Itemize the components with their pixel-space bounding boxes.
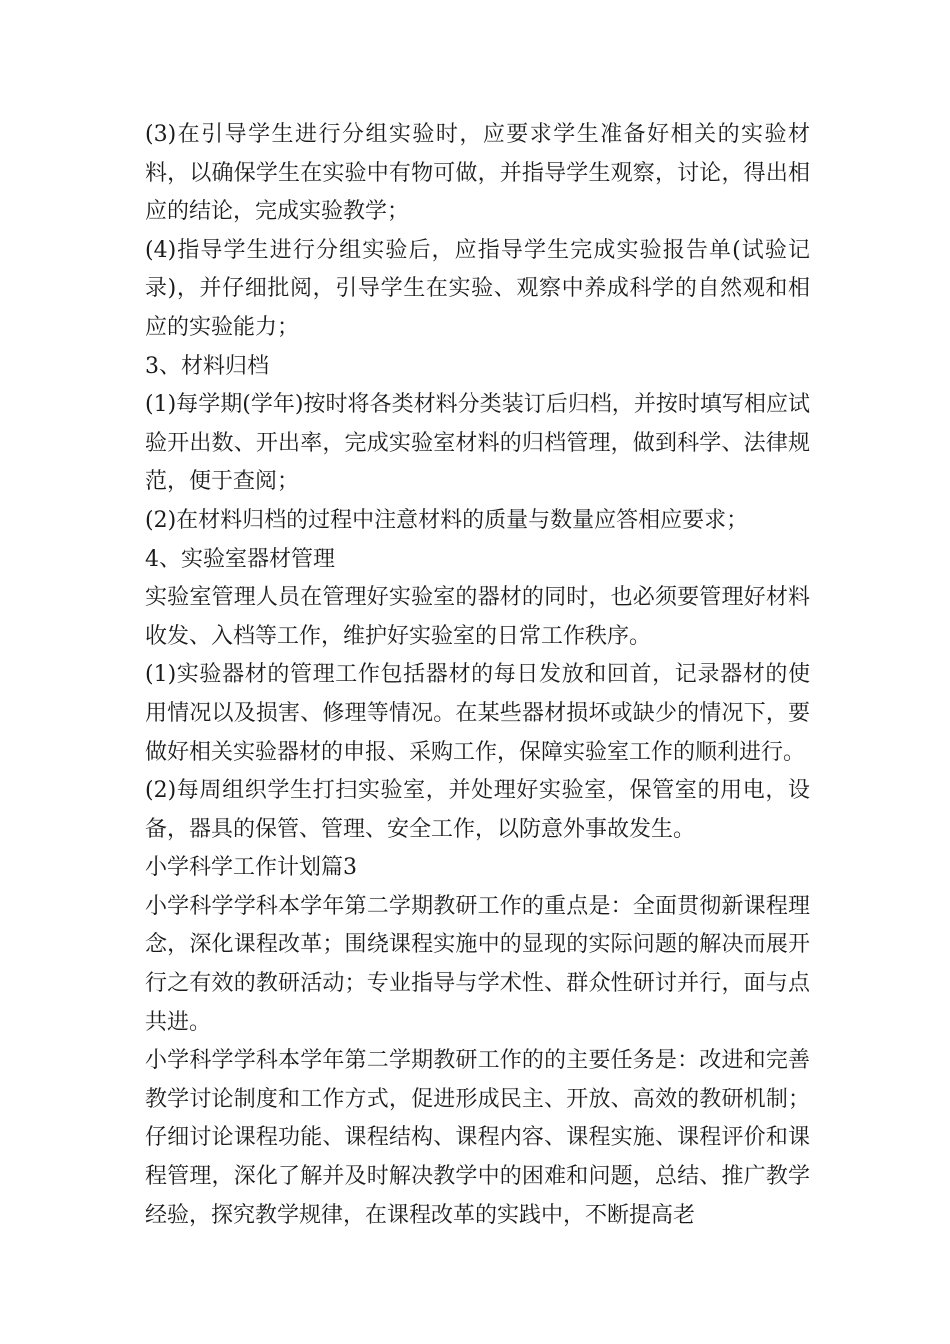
paragraph-teaching-research-tasks: 小学科学学科本学年第二学期教研工作的的主要任务是：改进和完善教学讨论制度和工作方式，促进形成民主、开放、高效的教研机制；仔细讨论课程功能、课程结构、课程内容、课程实施、课程评价和课程管理，深化了解并及时解决教学中的困难和问题，总结、推广教学经验，探究教学规律，在课程改革的实践中，不断提高老 [145, 1048, 810, 1228]
document-body [145, 116, 810, 1235]
paragraph-archiving-2: (2)在材料归档的过程中注意材料的质量与数量应答相应要求； [145, 507, 749, 533]
paragraph-equipment-1: (1)实验器材的管理工作包括器材的每日发放和回首，记录器材的使用情况以及损害、修理等情况。在某些器材损坏或缺少的情况下，要做好相关实验器材的申报、采购工作，保障实验室工作的顺利进行。 [145, 662, 810, 765]
paragraph-equipment-2: (2)每周组织学生打扫实验室，并处理好实验室，保管室的用电，设备，器具的保管、管理、安全工作，以防意外事故发生。 [145, 778, 810, 842]
section-heading-material-archiving: 3、材料归档 [145, 353, 269, 379]
paragraph-lab-manager-duties: 实验室管理人员在管理好实验室的器材的同时，也必须要管理好材料收发、入档等工作，维护好实验室的日常工作秩序。 [145, 585, 810, 649]
paragraph-step-4-experiment-report: (4)指导学生进行分组实验后，应指导学生完成实验报告单(试验记录)，并仔细批阅，引导学生在实验、观察中养成科学的自然观和相应的实验能力； [145, 237, 810, 340]
paragraph-teaching-research-focus: 小学科学学科本学年第二学期教研工作的重点是：全面贯彻新课程理念，深化课程改革；围绕课程实施中的显现的实际问题的解决而展开行之有效的教研活动；专业指导与学术性、群众性研讨并行，面与点共进。 [145, 893, 810, 1035]
paragraph-step-3-group-experiment: (3)在引导学生进行分组实验时，应要求学生准备好相关的实验材料，以确保学生在实验中有物可做，并指导学生观察，讨论，得出相应的结论，完成实验教学； [145, 122, 810, 225]
section-heading-lab-equipment: 4、实验室器材管理 [145, 546, 335, 572]
paragraph-archiving-1: (1)每学期(学年)按时将各类材料分类装订后归档，并按时填写相应试验开出数、开出率，完成实验室材料的归档管理，做到科学、法律规范，便于查阅； [145, 392, 810, 495]
section-heading-plan-3: 小学科学工作计划篇3 [145, 855, 357, 881]
